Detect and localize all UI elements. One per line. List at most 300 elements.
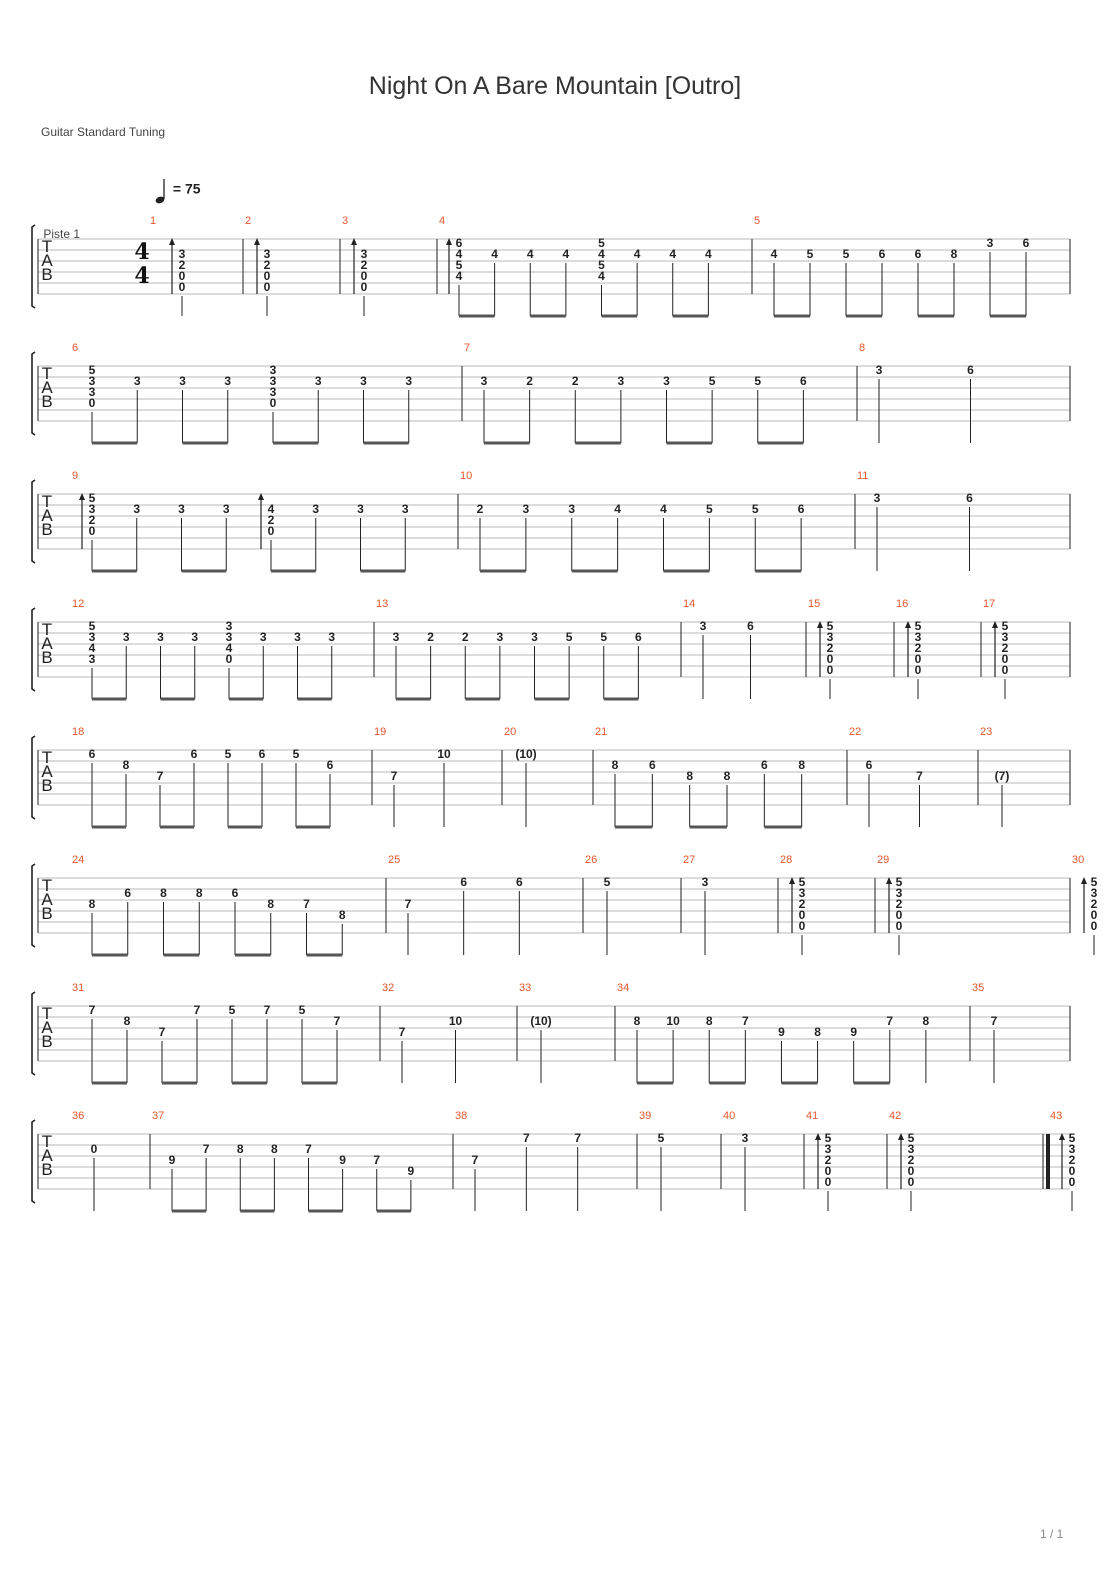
tuning-label: Guitar Standard Tuning: [41, 125, 166, 139]
tab-letter: B: [41, 265, 53, 284]
fret-number: 0: [824, 1175, 832, 1189]
fret-number: 0: [798, 919, 806, 933]
fret-number: 3: [1090, 886, 1098, 900]
fret-number: 6: [460, 875, 468, 889]
time-signature-bottom: 4: [134, 263, 150, 289]
fret-number: 3: [392, 630, 400, 644]
fret-number: 8: [611, 758, 619, 772]
fret-number: 5: [895, 875, 903, 889]
fret-number: 3: [122, 630, 130, 644]
fret-number: (7): [994, 769, 1010, 783]
measure-number: 8: [859, 342, 866, 354]
fret-number: 7: [303, 897, 310, 911]
fret-number: 5: [751, 502, 759, 516]
fret-number: 5: [1001, 619, 1009, 633]
fret-number: 6: [231, 886, 239, 900]
fret-number: 8: [798, 758, 806, 772]
fret-number: 2: [895, 897, 903, 911]
fret-number: 6: [326, 758, 334, 772]
fret-number: 7: [373, 1153, 381, 1167]
fret-number: 2: [824, 1153, 832, 1167]
fret-number: 6: [760, 758, 768, 772]
tab-letter: B: [41, 904, 53, 923]
fret-number: 2: [526, 374, 533, 388]
fret-number: 0: [263, 280, 271, 294]
fret-number: 6: [865, 758, 873, 772]
measure-number: 43: [1050, 1110, 1063, 1122]
fret-number: 7: [333, 1014, 341, 1028]
measure-number: 36: [72, 1110, 85, 1122]
fret-number: 5: [455, 258, 463, 272]
fret-number: 4: [705, 247, 712, 261]
tab-letter: T: [41, 620, 53, 639]
fret-number: 4: [455, 269, 463, 283]
measure-number: 21: [595, 726, 608, 738]
fret-number: 3: [741, 1131, 749, 1145]
fret-number: 5: [824, 1131, 832, 1145]
fret-number: 4: [770, 247, 778, 261]
fret-number: 6: [914, 247, 922, 261]
fret-number: 7: [398, 1025, 406, 1039]
measure-number: 9: [72, 470, 79, 482]
fret-number: 5: [657, 1131, 665, 1145]
fret-number: 9: [168, 1153, 176, 1167]
fret-number: 0: [1090, 908, 1098, 922]
fret-number: 6: [88, 747, 96, 761]
fret-number: 3: [568, 502, 576, 516]
measure-number: 4: [439, 215, 446, 227]
tab-letter: T: [41, 492, 53, 511]
fret-number: 3: [875, 363, 883, 377]
measure-number: 30: [1072, 854, 1085, 866]
fret-number: 8: [160, 886, 167, 900]
fret-number: 6: [515, 875, 523, 889]
fret-number: 4: [598, 269, 605, 283]
fret-number: 0: [360, 269, 368, 283]
fret-number: 3: [222, 502, 230, 516]
fret-number: 2: [461, 630, 469, 644]
fret-number: 7: [574, 1131, 582, 1145]
fret-number: 9: [850, 1025, 858, 1039]
measure-number: 18: [72, 726, 85, 738]
fret-number: 0: [907, 1175, 915, 1189]
fret-number: 6: [800, 374, 807, 388]
fret-number: 7: [886, 1014, 894, 1028]
fret-number: 3: [191, 630, 199, 644]
measure-number: 10: [460, 470, 473, 482]
fret-number: 8: [122, 758, 130, 772]
fret-number: 3: [269, 385, 277, 399]
fret-number: 5: [228, 1003, 236, 1017]
fret-number: 3: [701, 875, 709, 889]
fret-number: 3: [1001, 630, 1009, 644]
fret-number: 4: [598, 247, 605, 261]
time-signature-top: 4: [134, 239, 150, 265]
fret-number: 5: [914, 619, 922, 633]
fret-number: 5: [88, 363, 96, 377]
tab-letter: B: [41, 520, 53, 539]
fret-number: 3: [895, 886, 903, 900]
fret-number: 10: [448, 1014, 463, 1028]
fret-number: 0: [824, 1164, 832, 1178]
fret-number: 5: [598, 236, 605, 250]
fret-number: 7: [471, 1153, 479, 1167]
tab-letter: A: [41, 506, 53, 525]
fret-number: 0: [360, 280, 368, 294]
tab-letter: A: [41, 762, 53, 781]
fret-number: 3: [496, 630, 504, 644]
fret-number: 8: [686, 769, 694, 783]
fret-number: 4: [88, 641, 96, 655]
fret-number: 2: [907, 1153, 915, 1167]
fret-number: 3: [88, 630, 96, 644]
fret-number: 8: [922, 1014, 930, 1028]
fret-number: 3: [826, 630, 834, 644]
fret-number: 5: [88, 491, 96, 505]
fret-number: 10: [666, 1014, 680, 1028]
fret-number: 6: [1022, 236, 1030, 250]
tab-system: [32, 352, 1070, 443]
fret-number: 0: [269, 396, 277, 410]
fret-number: 7: [305, 1142, 312, 1156]
fret-number: 0: [178, 269, 186, 283]
fret-number: 3: [480, 374, 488, 388]
fret-number: 5: [1068, 1131, 1076, 1145]
fret-number: 3: [269, 363, 277, 377]
fret-number: 5: [706, 502, 713, 516]
fret-number: 7: [916, 769, 923, 783]
tab-letter: A: [41, 1018, 53, 1037]
fret-number: 3: [133, 502, 141, 516]
measure-number: 31: [72, 982, 85, 994]
measure-number: 26: [585, 854, 598, 866]
fret-number: (10): [530, 1014, 552, 1028]
measure-number: 42: [889, 1110, 902, 1122]
fret-number: 6: [190, 747, 198, 761]
fret-number: 8: [633, 1014, 641, 1028]
fret-number: 4: [669, 247, 677, 261]
fret-number: 5: [842, 247, 850, 261]
tab-system: [32, 736, 1070, 827]
fret-number: (10): [515, 747, 537, 761]
fret-number: 7: [390, 769, 398, 783]
fret-number: 9: [407, 1164, 415, 1178]
fret-number: 0: [225, 652, 233, 666]
fret-number: 5: [565, 630, 573, 644]
tab-letter: B: [41, 392, 53, 411]
tab-letter: T: [41, 1132, 53, 1151]
fret-number: 0: [88, 396, 96, 410]
system-bracket: [32, 225, 35, 308]
tab-letter: T: [41, 364, 53, 383]
fret-number: 6: [648, 758, 656, 772]
measure-number: 13: [376, 598, 389, 610]
fret-number: 7: [990, 1014, 998, 1028]
fret-number: 0: [914, 652, 922, 666]
measure-number: 38: [455, 1110, 468, 1122]
fret-number: 3: [88, 502, 96, 516]
fret-number: 6: [455, 236, 463, 250]
tempo-value: = 75: [172, 180, 201, 197]
fret-number: 0: [1090, 919, 1098, 933]
measure-number: 5: [754, 215, 761, 227]
fret-number: 0: [826, 663, 834, 677]
strum-arrowhead: [1081, 877, 1087, 884]
fret-number: 2: [360, 258, 368, 272]
fret-number: 3: [263, 247, 271, 261]
tab-system: [32, 480, 1070, 571]
fret-number: 5: [88, 619, 96, 633]
tab-system: [32, 992, 1070, 1083]
fret-number: 8: [950, 247, 958, 261]
tab-letter: B: [41, 648, 53, 667]
fret-number: 7: [263, 1003, 271, 1017]
fret-number: 3: [178, 502, 185, 516]
measure-number: 27: [683, 854, 696, 866]
fret-number: 3: [178, 247, 186, 261]
measure-number: 28: [780, 854, 793, 866]
tab-letter: A: [41, 1146, 53, 1165]
measure-number: 25: [388, 854, 401, 866]
system-bracket: [32, 736, 35, 819]
fret-number: 0: [895, 908, 903, 922]
system-bracket: [32, 992, 35, 1075]
fret-number: 8: [236, 1142, 244, 1156]
fret-number: 3: [269, 374, 277, 388]
tab-letter: B: [41, 1160, 53, 1179]
tab-letter: T: [41, 1004, 53, 1023]
fret-number: 0: [826, 652, 834, 666]
fret-number: 3: [617, 374, 625, 388]
fret-number: 4: [562, 247, 570, 261]
measure-number: 22: [849, 726, 862, 738]
fret-number: 6: [797, 502, 805, 516]
fret-number: 3: [360, 247, 368, 261]
fret-number: 7: [741, 1014, 749, 1028]
fret-number: 8: [195, 886, 203, 900]
fret-number: 7: [522, 1131, 530, 1145]
fret-number: 2: [826, 641, 834, 655]
fret-number: 3: [225, 630, 233, 644]
fret-number: 3: [357, 502, 364, 516]
fret-number: 3: [312, 502, 320, 516]
fret-number: 8: [123, 1014, 131, 1028]
fret-number: 2: [476, 502, 484, 516]
fret-number: 6: [124, 886, 132, 900]
fret-number: 0: [914, 663, 922, 677]
fret-number: 2: [427, 630, 434, 644]
tab-letter: T: [41, 748, 53, 767]
fret-number: 5: [708, 374, 716, 388]
measure-number: 24: [72, 854, 85, 866]
fret-number: 8: [338, 908, 346, 922]
fret-number: 3: [328, 630, 336, 644]
fret-number: 7: [202, 1142, 210, 1156]
fret-number: 3: [405, 374, 413, 388]
fret-number: 3: [133, 374, 141, 388]
fret-number: 3: [824, 1142, 832, 1156]
fret-number: 3: [157, 630, 164, 644]
fret-number: 8: [723, 769, 731, 783]
fret-number: 5: [600, 630, 608, 644]
system-bracket: [32, 864, 35, 947]
fret-number: 0: [88, 524, 96, 538]
track-name: Piste 1: [43, 227, 80, 241]
fret-number: 0: [263, 269, 271, 283]
fret-number: 0: [90, 1142, 98, 1156]
fret-number: 5: [224, 747, 232, 761]
tab-letter: T: [41, 876, 53, 895]
tab-letter: B: [41, 776, 53, 795]
fret-number: 5: [754, 374, 762, 388]
fret-number: 3: [294, 630, 301, 644]
fret-number: 5: [826, 619, 834, 633]
fret-number: 8: [88, 897, 96, 911]
fret-number: 4: [660, 502, 667, 516]
fret-number: 7: [158, 1025, 166, 1039]
fret-number: 0: [907, 1164, 915, 1178]
measure-number: 20: [504, 726, 517, 738]
fret-number: 10: [437, 747, 451, 761]
fret-number: 3: [88, 374, 96, 388]
measure-number: 16: [896, 598, 909, 610]
measure-number: 7: [464, 342, 471, 354]
fret-number: 7: [88, 1003, 96, 1017]
fret-number: 3: [798, 886, 806, 900]
fret-number: 3: [360, 374, 367, 388]
tab-system: [32, 864, 1094, 955]
fret-number: 5: [598, 258, 605, 272]
tab-letter: A: [41, 378, 53, 397]
fret-number: 2: [178, 258, 186, 272]
measure-number: 6: [72, 342, 79, 354]
measure-number: 19: [374, 726, 387, 738]
fret-number: 3: [225, 619, 233, 633]
fret-number: 2: [267, 513, 275, 527]
fret-number: 6: [967, 363, 974, 377]
fret-number: 2: [1090, 897, 1098, 911]
fret-number: 2: [571, 374, 579, 388]
score-title: Night On A Bare Mountain [Outro]: [368, 72, 742, 100]
measure-number: 3: [342, 215, 349, 227]
fret-number: 2: [1001, 641, 1009, 655]
fret-number: 3: [663, 374, 670, 388]
measure-number: 23: [980, 726, 993, 738]
measure-number: 40: [723, 1110, 736, 1122]
fret-number: 4: [491, 247, 498, 261]
measure-number: 1: [150, 215, 157, 227]
fret-number: 5: [292, 747, 300, 761]
tab-system: [32, 1120, 1072, 1211]
fret-number: 8: [705, 1014, 713, 1028]
measure-number: 39: [639, 1110, 652, 1122]
page-number: 1 / 1: [1040, 1527, 1064, 1541]
fret-number: 3: [522, 502, 530, 516]
fret-number: 6: [635, 630, 642, 644]
measure-number: 37: [152, 1110, 165, 1122]
fret-number: 3: [224, 374, 232, 388]
measure-number: 35: [972, 982, 985, 994]
measure-number: 12: [72, 598, 85, 610]
fret-number: 7: [156, 769, 164, 783]
measure-number: 33: [519, 982, 532, 994]
fret-number: 4: [614, 502, 621, 516]
tab-letter: T: [41, 237, 53, 256]
fret-number: 4: [267, 502, 275, 516]
fret-number: 0: [798, 908, 806, 922]
fret-number: 6: [747, 619, 754, 633]
tab-letter: A: [41, 890, 53, 909]
measure-number: 14: [683, 598, 696, 610]
fret-number: 3: [88, 385, 96, 399]
fret-number: 0: [895, 919, 903, 933]
fret-number: 8: [267, 897, 275, 911]
fret-number: 3: [88, 652, 96, 666]
fret-number: 4: [526, 247, 534, 261]
fret-number: 3: [179, 374, 186, 388]
fret-number: 3: [986, 236, 994, 250]
fret-number: 6: [258, 747, 266, 761]
tab-letter: B: [41, 1032, 53, 1051]
measure-number: 32: [382, 982, 395, 994]
system-bracket: [32, 352, 35, 435]
tab-system: [32, 225, 1070, 316]
fret-number: 0: [1068, 1175, 1076, 1189]
fret-number: 0: [1068, 1164, 1076, 1178]
fret-number: 0: [1001, 663, 1009, 677]
fret-number: 7: [193, 1003, 201, 1017]
fret-number: 3: [907, 1142, 915, 1156]
fret-number: 2: [263, 258, 271, 272]
fret-number: 4: [455, 247, 463, 261]
fret-number: 3: [1068, 1142, 1076, 1156]
fret-number: 2: [88, 513, 96, 527]
fret-number: 3: [259, 630, 267, 644]
fret-number: 7: [404, 897, 412, 911]
fret-number: 3: [531, 630, 538, 644]
measure-number: 15: [808, 598, 821, 610]
system-bracket: [32, 1120, 35, 1203]
measure-number: 2: [245, 215, 252, 227]
fret-number: 6: [966, 491, 973, 505]
fret-number: 0: [178, 280, 186, 294]
fret-number: 9: [339, 1153, 346, 1167]
fret-number: 2: [914, 641, 922, 655]
fret-number: 0: [267, 524, 275, 538]
fret-number: 5: [298, 1003, 306, 1017]
fret-number: 4: [225, 641, 233, 655]
measure-number: 41: [806, 1110, 819, 1122]
fret-number: 8: [271, 1142, 278, 1156]
fret-number: 3: [314, 374, 322, 388]
fret-number: 3: [401, 502, 409, 516]
fret-number: 3: [914, 630, 922, 644]
fret-number: 8: [814, 1025, 821, 1039]
fret-number: 5: [603, 875, 611, 889]
fret-number: 9: [778, 1025, 785, 1039]
measure-number: 11: [857, 470, 869, 482]
fret-number: 5: [1090, 875, 1098, 889]
measure-number: 29: [877, 854, 890, 866]
fret-number: 3: [873, 491, 881, 505]
fret-number: 6: [878, 247, 886, 261]
fret-number: 5: [907, 1131, 915, 1145]
fret-number: 3: [699, 619, 707, 633]
fret-number: 0: [1001, 652, 1009, 666]
fret-number: 5: [806, 247, 814, 261]
tab-letter: A: [41, 634, 53, 653]
tab-letter: A: [41, 251, 53, 270]
